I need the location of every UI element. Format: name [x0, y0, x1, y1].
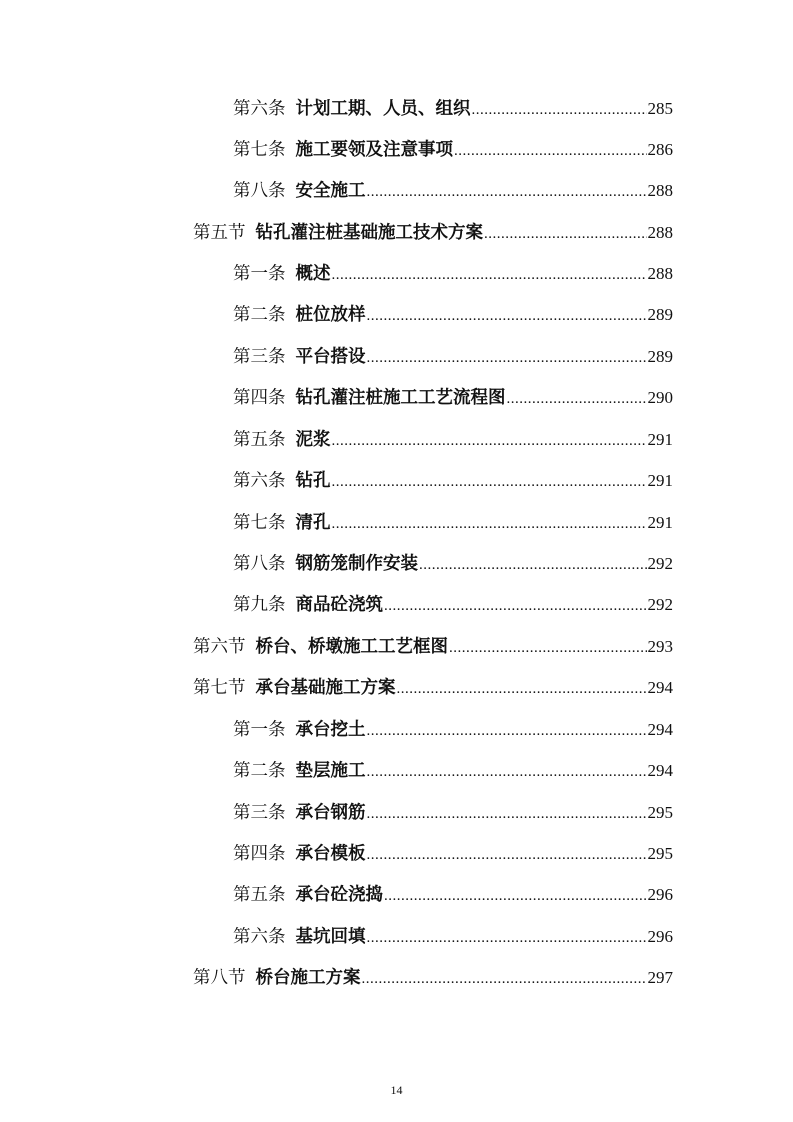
- toc-entry[interactable]: [233, 590, 673, 620]
- toc-leader-dots: [367, 177, 647, 206]
- toc-title: 桥台施工方案: [255, 968, 361, 988]
- toc-number: 第一条: [233, 720, 286, 740]
- toc-leader-dots: [454, 136, 647, 165]
- page-number-footer: 14: [390, 1083, 403, 1097]
- toc-entry[interactable]: [233, 425, 673, 455]
- toc-title: 商品砼浇筑: [295, 595, 383, 615]
- toc-page-number: 294: [647, 761, 673, 780]
- toc-leader-dots: [367, 301, 647, 330]
- toc-title: 安全施工: [295, 181, 366, 201]
- toc-title: 平台搭设: [295, 347, 366, 367]
- toc-page-number: 295: [647, 844, 673, 863]
- toc-page-number: 291: [647, 513, 673, 532]
- toc-leader-dots: [384, 881, 647, 910]
- toc-leader-dots: [332, 467, 647, 496]
- toc-number: 第八条: [233, 181, 286, 201]
- toc-leader-dots: [367, 799, 647, 828]
- toc-entry[interactable]: [233, 715, 673, 745]
- toc-page-number: 285: [647, 99, 673, 118]
- toc-leader-dots: [484, 219, 647, 248]
- toc-page-number: 288: [647, 264, 673, 283]
- toc-title: 承台模板: [295, 844, 366, 864]
- toc-page-number: 294: [647, 678, 673, 697]
- toc-entry[interactable]: [233, 383, 673, 413]
- toc-number: 第五节: [193, 223, 246, 243]
- toc-entry[interactable]: [193, 963, 673, 993]
- toc-entry[interactable]: [233, 756, 673, 786]
- toc-entry[interactable]: [193, 218, 673, 248]
- toc-leader-dots: [367, 716, 647, 745]
- toc-page-number: 291: [647, 471, 673, 490]
- toc-title: 清孔: [295, 513, 331, 533]
- toc-number: 第三条: [233, 803, 286, 823]
- toc-page-number: 292: [647, 595, 673, 614]
- toc-title: 桩位放样: [295, 305, 366, 325]
- toc-page-number: 288: [647, 181, 673, 200]
- toc-leader-dots: [332, 426, 647, 455]
- toc-number: 第一条: [233, 264, 286, 284]
- toc-title: 承台砼浇捣: [295, 885, 383, 905]
- toc-entry[interactable]: [233, 176, 673, 206]
- toc-title: 钻孔: [295, 471, 331, 491]
- toc-number: 第六条: [233, 927, 286, 947]
- toc-leader-dots: [367, 840, 647, 869]
- toc-page-number: 286: [647, 140, 673, 159]
- toc-title: 承台钢筋: [295, 803, 366, 823]
- toc-leader-dots: [384, 591, 647, 620]
- toc-title: 施工要领及注意事项: [295, 140, 453, 160]
- toc-title: 钢筋笼制作安装: [295, 554, 418, 574]
- toc-leader-dots: [397, 674, 647, 703]
- toc-number: 第二条: [233, 761, 286, 781]
- toc-entry[interactable]: [233, 135, 673, 165]
- toc-entry[interactable]: [193, 673, 673, 703]
- toc-number: 第七条: [233, 140, 286, 160]
- toc-title: 承台基础施工方案: [255, 678, 396, 698]
- toc-leader-dots: [367, 343, 647, 372]
- toc-title: 钻孔灌注桩施工工艺流程图: [295, 388, 506, 408]
- toc-page-number: 294: [647, 720, 673, 739]
- toc-number: 第二条: [233, 305, 286, 325]
- toc-leader-dots: [332, 509, 647, 538]
- toc-leader-dots: [449, 633, 647, 662]
- toc-leader-dots: [507, 384, 647, 413]
- toc-leader-dots: [367, 757, 647, 786]
- toc-page-number: 295: [647, 803, 673, 822]
- toc-page-number: 291: [647, 430, 673, 449]
- toc-number: 第七条: [233, 513, 286, 533]
- toc-number: 第六条: [233, 99, 286, 119]
- toc-entry[interactable]: [233, 922, 673, 952]
- toc-page-number: 292: [647, 554, 673, 573]
- toc-entry[interactable]: [193, 632, 673, 662]
- toc-entry[interactable]: [233, 342, 673, 372]
- toc-title: 概述: [295, 264, 331, 284]
- toc-entry[interactable]: [233, 508, 673, 538]
- toc-entry[interactable]: [233, 300, 673, 330]
- toc-entry[interactable]: [233, 880, 673, 910]
- toc-title: 垫层施工: [295, 761, 366, 781]
- toc-title: 钻孔灌注桩基础施工技术方案: [255, 223, 483, 243]
- toc-number: 第八条: [233, 554, 286, 574]
- toc-leader-dots: [472, 95, 647, 124]
- toc-entry[interactable]: [233, 839, 673, 869]
- toc-number: 第五条: [233, 430, 286, 450]
- toc-number: 第六条: [233, 471, 286, 491]
- toc-number: 第四条: [233, 388, 286, 408]
- toc-leader-dots: [362, 964, 647, 993]
- toc-page-number: 289: [647, 305, 673, 324]
- toc-page-number: 296: [647, 927, 673, 946]
- toc-leader-dots: [419, 550, 647, 579]
- toc-page-number: 293: [647, 637, 673, 656]
- toc-number: 第七节: [193, 678, 246, 698]
- toc-title: 承台挖土: [295, 720, 366, 740]
- toc-page-number: 290: [647, 388, 673, 407]
- toc-leader-dots: [367, 923, 647, 952]
- toc-number: 第三条: [233, 347, 286, 367]
- toc-title: 基坑回填: [295, 927, 366, 947]
- toc-entry[interactable]: [233, 94, 673, 124]
- toc-number: 第九条: [233, 595, 286, 615]
- toc-page-number: 297: [647, 968, 673, 987]
- toc-page-number: 288: [647, 223, 673, 242]
- toc-page-number: 289: [647, 347, 673, 366]
- toc-entry[interactable]: [233, 259, 673, 289]
- toc-entry[interactable]: [233, 798, 673, 828]
- toc-number: 第四条: [233, 844, 286, 864]
- toc-number: 第八节: [193, 968, 246, 988]
- toc-entry[interactable]: [233, 466, 673, 496]
- toc-title: 计划工期、人员、组织: [295, 99, 471, 119]
- toc-entry[interactable]: [233, 549, 673, 579]
- toc-leader-dots: [332, 260, 647, 289]
- toc-title: 泥浆: [295, 430, 331, 450]
- toc-number: 第六节: [193, 637, 246, 657]
- toc-page-number: 296: [647, 885, 673, 904]
- toc-title: 桥台、桥墩施工工艺框图: [255, 637, 448, 657]
- toc-number: 第五条: [233, 885, 286, 905]
